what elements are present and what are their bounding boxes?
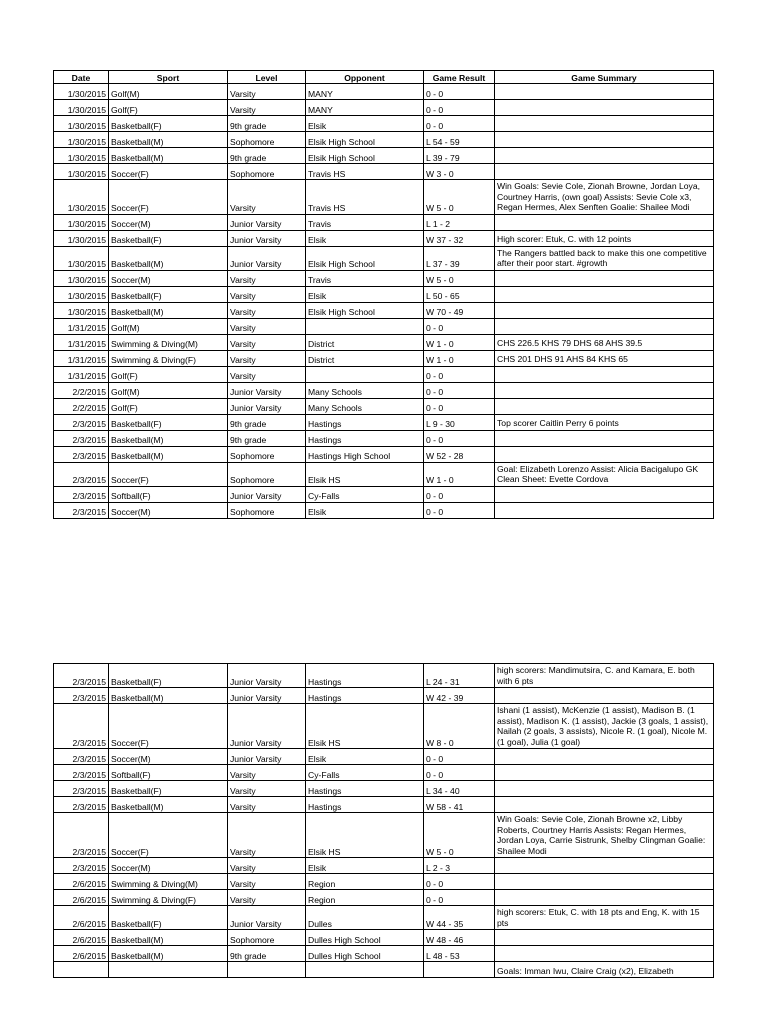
opponent-cell: Dulles High School — [306, 946, 424, 962]
game-result-cell: 0 - 0 — [424, 100, 495, 116]
level-cell: Sophomore — [228, 446, 306, 462]
game-result-cell: 0 - 0 — [424, 366, 495, 382]
game-result-cell: 0 - 0 — [424, 116, 495, 132]
level-cell: Varsity — [228, 858, 306, 874]
level-cell: Junior Varsity — [228, 486, 306, 502]
table-row — [54, 214, 714, 230]
game-summary-cell: CHS 201 DHS 91 AHS 84 KHS 65 — [495, 350, 714, 366]
level-cell: Junior Varsity — [228, 246, 306, 270]
level-cell: Varsity — [228, 765, 306, 781]
game-summary-cell — [495, 398, 714, 414]
game-result-cell: W 1 - 0 — [424, 462, 495, 486]
date-cell: 2/3/2015 — [54, 688, 109, 704]
game-summary-cell: Win Goals: Sevie Cole, Zionah Browne x2, Libby Roberts, Courtney Harris Assists: Regan Hermes, Jordan Loya, Carrie Sistrunk, Shelby Clingman Goalie: Shailee Modi — [495, 813, 714, 858]
header-level: Level — [228, 71, 306, 84]
game-summary-cell — [495, 749, 714, 765]
sport-cell: Soccer(F) — [109, 704, 228, 749]
game-result-cell: 0 - 0 — [424, 84, 495, 100]
table-row — [54, 382, 714, 398]
game-summary-cell: Goal: Elizabeth Lorenzo Assist: Alicia Bacigalupo GK Clean Sheet: Evette Cordova — [495, 462, 714, 486]
date-cell: 2/3/2015 — [54, 813, 109, 858]
table-row — [54, 398, 714, 414]
game-result-cell: W 5 - 0 — [424, 813, 495, 858]
game-result-cell: L 37 - 39 — [424, 246, 495, 270]
sport-cell: Swimming & Diving(F) — [109, 350, 228, 366]
opponent-cell: Elsik — [306, 286, 424, 302]
level-cell: Varsity — [228, 318, 306, 334]
sport-cell: Swimming & Diving(M) — [109, 334, 228, 350]
level-cell: Junior Varsity — [228, 749, 306, 765]
sport-cell: Soccer(F) — [109, 813, 228, 858]
level-cell: Sophomore — [228, 462, 306, 486]
table-row — [54, 962, 714, 978]
table-row — [54, 704, 714, 749]
table-row — [54, 664, 714, 688]
opponent-cell: Hastings High School — [306, 446, 424, 462]
game-result-cell: W 52 - 28 — [424, 446, 495, 462]
opponent-cell: Travis — [306, 214, 424, 230]
table-row — [54, 350, 714, 366]
sport-cell: Golf(F) — [109, 366, 228, 382]
game-summary-cell: high scorers: Etuk, C. with 18 pts and Eng, K. with 15 pts — [495, 906, 714, 930]
level-cell: 9th grade — [228, 414, 306, 430]
date-cell: 2/3/2015 — [54, 704, 109, 749]
date-cell: 1/30/2015 — [54, 214, 109, 230]
table-row — [54, 116, 714, 132]
game-summary-cell: Top scorer Caitlin Perry 6 points — [495, 414, 714, 430]
opponent-cell: MANY — [306, 100, 424, 116]
level-cell: Varsity — [228, 286, 306, 302]
date-cell: 1/30/2015 — [54, 100, 109, 116]
table-row — [54, 502, 714, 518]
game-result-cell: W 70 - 49 — [424, 302, 495, 318]
level-cell: Varsity — [228, 350, 306, 366]
date-cell: 1/30/2015 — [54, 164, 109, 180]
sport-cell: Basketball(M) — [109, 688, 228, 704]
game-summary-cell — [495, 858, 714, 874]
date-cell: 1/30/2015 — [54, 270, 109, 286]
table-row — [54, 246, 714, 270]
date-cell: 1/30/2015 — [54, 230, 109, 246]
game-summary-cell — [495, 214, 714, 230]
level-cell: Junior Varsity — [228, 664, 306, 688]
game-summary-cell — [495, 890, 714, 906]
game-summary-cell: high scorers: Mandimutsira, C. and Kamara, E. both with 6 pts — [495, 664, 714, 688]
game-result-cell: L 39 - 79 — [424, 148, 495, 164]
sport-cell: Basketball(M) — [109, 446, 228, 462]
game-result-cell: W 5 - 0 — [424, 180, 495, 215]
date-cell: 2/6/2015 — [54, 874, 109, 890]
sport-cell: Swimming & Diving(F) — [109, 890, 228, 906]
game-result-cell: L 9 - 30 — [424, 414, 495, 430]
game-result-cell: 0 - 0 — [424, 430, 495, 446]
sport-cell: Soccer(M) — [109, 749, 228, 765]
table-row — [54, 930, 714, 946]
game-summary-cell: The Rangers battled back to make this one competitive after their poor start. #growth — [495, 246, 714, 270]
game-summary-cell — [495, 366, 714, 382]
game-summary-cell: Win Goals: Sevie Cole, Zionah Browne, Jordan Loya, Courtney Harris, (own goal) Assists: Sevie Cole x3, Regan Hermes, Alex Senften Goalie: Shailee Modi — [495, 180, 714, 215]
opponent-cell: Elsik High School — [306, 132, 424, 148]
game-result-cell: L 34 - 40 — [424, 781, 495, 797]
table-row — [54, 100, 714, 116]
sport-cell: Basketball(M) — [109, 148, 228, 164]
game-result-cell: 0 - 0 — [424, 502, 495, 518]
opponent-cell: Hastings — [306, 797, 424, 813]
level-cell: Varsity — [228, 302, 306, 318]
game-summary-cell — [495, 797, 714, 813]
level-cell: Junior Varsity — [228, 382, 306, 398]
game-result-cell: W 1 - 0 — [424, 350, 495, 366]
schedule-table-bottom — [53, 663, 714, 978]
opponent-cell: Hastings — [306, 664, 424, 688]
sport-cell: Golf(M) — [109, 318, 228, 334]
sport-cell: Basketball(F) — [109, 414, 228, 430]
level-cell: Varsity — [228, 797, 306, 813]
game-summary-cell: Ishani (1 assist), McKenzie (1 assist), Madison B. (1 assist), Madison K. (1 assist), Jackie (3 goals, 1 assist), Nailah (2 goals, 3 assists), Nicole R. (1 goal), Nicole M. (1 goal), Julia (1 goal) — [495, 704, 714, 749]
opponent-cell: Region — [306, 874, 424, 890]
sport-cell: Golf(M) — [109, 382, 228, 398]
game-summary-cell — [495, 486, 714, 502]
opponent-cell: Travis HS — [306, 180, 424, 215]
sport-cell: Softball(F) — [109, 765, 228, 781]
date-cell: 2/3/2015 — [54, 781, 109, 797]
level-cell: Varsity — [228, 180, 306, 215]
level-cell: 9th grade — [228, 946, 306, 962]
level-cell: Sophomore — [228, 132, 306, 148]
game-summary-cell — [495, 688, 714, 704]
sport-cell: Basketball(M) — [109, 430, 228, 446]
opponent-cell — [306, 366, 424, 382]
table-row — [54, 286, 714, 302]
sport-cell: Basketball(F) — [109, 230, 228, 246]
game-summary-cell — [495, 286, 714, 302]
game-result-cell: 0 - 0 — [424, 382, 495, 398]
table-row — [54, 890, 714, 906]
level-cell: Varsity — [228, 270, 306, 286]
opponent-cell: Elsik HS — [306, 462, 424, 486]
date-cell: 1/30/2015 — [54, 132, 109, 148]
sport-cell: Basketball(F) — [109, 286, 228, 302]
date-cell: 1/30/2015 — [54, 246, 109, 270]
game-result-cell: L 50 - 65 — [424, 286, 495, 302]
sport-cell: Golf(F) — [109, 398, 228, 414]
table-row — [54, 946, 714, 962]
opponent-cell: Cy-Falls — [306, 765, 424, 781]
opponent-cell: Elsik HS — [306, 704, 424, 749]
opponent-cell: Cy-Falls — [306, 486, 424, 502]
game-summary-cell — [495, 116, 714, 132]
level-cell: Junior Varsity — [228, 214, 306, 230]
table-row — [54, 430, 714, 446]
opponent-cell — [306, 962, 424, 978]
table-row — [54, 797, 714, 813]
level-cell: 9th grade — [228, 430, 306, 446]
opponent-cell: Dulles High School — [306, 930, 424, 946]
date-cell: 2/3/2015 — [54, 664, 109, 688]
opponent-cell: Elsik — [306, 230, 424, 246]
date-cell: 1/30/2015 — [54, 84, 109, 100]
date-cell: 2/3/2015 — [54, 446, 109, 462]
date-cell: 1/31/2015 — [54, 366, 109, 382]
game-result-cell: W 8 - 0 — [424, 704, 495, 749]
table-row — [54, 148, 714, 164]
table-row — [54, 414, 714, 430]
game-result-cell: L 48 - 53 — [424, 946, 495, 962]
opponent-cell: Elsik High School — [306, 148, 424, 164]
date-cell: 2/3/2015 — [54, 462, 109, 486]
level-cell: Varsity — [228, 874, 306, 890]
date-cell: 2/3/2015 — [54, 414, 109, 430]
level-cell: Varsity — [228, 334, 306, 350]
date-cell: 1/31/2015 — [54, 350, 109, 366]
opponent-cell: Elsik — [306, 502, 424, 518]
level-cell: 9th grade — [228, 116, 306, 132]
sport-cell: Soccer(M) — [109, 858, 228, 874]
sport-cell: Basketball(M) — [109, 946, 228, 962]
game-result-cell: 0 - 0 — [424, 749, 495, 765]
game-result-cell: 0 - 0 — [424, 890, 495, 906]
opponent-cell: MANY — [306, 84, 424, 100]
table-row — [54, 132, 714, 148]
level-cell — [228, 962, 306, 978]
header-game-result: Game Result — [424, 71, 495, 84]
date-cell — [54, 962, 109, 978]
table-row — [54, 366, 714, 382]
sport-cell: Soccer(M) — [109, 502, 228, 518]
level-cell: Sophomore — [228, 502, 306, 518]
table-row — [54, 486, 714, 502]
opponent-cell: Travis HS — [306, 164, 424, 180]
game-summary-cell: CHS 226.5 KHS 79 DHS 68 AHS 39.5 — [495, 334, 714, 350]
table-row — [54, 302, 714, 318]
game-result-cell: W 5 - 0 — [424, 270, 495, 286]
game-result-cell: W 42 - 39 — [424, 688, 495, 704]
opponent-cell: District — [306, 350, 424, 366]
game-summary-cell — [495, 430, 714, 446]
date-cell: 1/30/2015 — [54, 286, 109, 302]
level-cell: Sophomore — [228, 164, 306, 180]
level-cell: Junior Varsity — [228, 704, 306, 749]
game-result-cell: W 1 - 0 — [424, 334, 495, 350]
table-row — [54, 688, 714, 704]
table-row — [54, 858, 714, 874]
date-cell: 2/2/2015 — [54, 382, 109, 398]
game-summary-cell — [495, 781, 714, 797]
level-cell: Junior Varsity — [228, 688, 306, 704]
table-row — [54, 164, 714, 180]
game-summary-cell — [495, 84, 714, 100]
date-cell: 1/30/2015 — [54, 302, 109, 318]
date-cell: 2/3/2015 — [54, 486, 109, 502]
sport-cell: Soccer(F) — [109, 462, 228, 486]
level-cell: Varsity — [228, 366, 306, 382]
game-result-cell: 0 - 0 — [424, 486, 495, 502]
table-row — [54, 749, 714, 765]
level-cell: Varsity — [228, 84, 306, 100]
sport-cell: Basketball(M) — [109, 246, 228, 270]
sport-cell: Softball(F) — [109, 486, 228, 502]
sport-cell: Swimming & Diving(M) — [109, 874, 228, 890]
game-summary-cell — [495, 270, 714, 286]
date-cell: 1/30/2015 — [54, 148, 109, 164]
sport-cell — [109, 962, 228, 978]
opponent-cell: Hastings — [306, 430, 424, 446]
game-result-cell: L 1 - 2 — [424, 214, 495, 230]
date-cell: 1/31/2015 — [54, 334, 109, 350]
sport-cell: Basketball(F) — [109, 116, 228, 132]
table-row — [54, 180, 714, 215]
opponent-cell: Elsik — [306, 749, 424, 765]
header-row — [54, 71, 714, 84]
table-row — [54, 765, 714, 781]
opponent-cell: Many Schools — [306, 382, 424, 398]
schedule-table-top — [53, 70, 714, 519]
opponent-cell: Elsik — [306, 858, 424, 874]
opponent-cell: District — [306, 334, 424, 350]
table-row — [54, 334, 714, 350]
sport-cell: Golf(F) — [109, 100, 228, 116]
table-row — [54, 813, 714, 858]
game-result-cell: 0 - 0 — [424, 318, 495, 334]
game-summary-cell — [495, 874, 714, 890]
game-result-cell: 0 - 0 — [424, 398, 495, 414]
opponent-cell: Travis — [306, 270, 424, 286]
level-cell: Varsity — [228, 890, 306, 906]
game-result-cell: 0 - 0 — [424, 765, 495, 781]
level-cell: Varsity — [228, 100, 306, 116]
game-result-cell: W 3 - 0 — [424, 164, 495, 180]
game-summary-cell — [495, 946, 714, 962]
level-cell: Varsity — [228, 781, 306, 797]
level-cell: Varsity — [228, 813, 306, 858]
sport-cell: Soccer(F) — [109, 180, 228, 215]
game-summary-cell — [495, 382, 714, 398]
table-row — [54, 270, 714, 286]
game-summary-cell — [495, 502, 714, 518]
table-row — [54, 874, 714, 890]
date-cell: 2/3/2015 — [54, 858, 109, 874]
game-summary-cell — [495, 100, 714, 116]
date-cell: 1/30/2015 — [54, 116, 109, 132]
game-summary-cell — [495, 164, 714, 180]
opponent-cell: Many Schools — [306, 398, 424, 414]
game-summary-cell — [495, 765, 714, 781]
opponent-cell: Elsik High School — [306, 302, 424, 318]
level-cell: Junior Varsity — [228, 398, 306, 414]
opponent-cell: Elsik — [306, 116, 424, 132]
game-result-cell: L 54 - 59 — [424, 132, 495, 148]
opponent-cell — [306, 318, 424, 334]
game-result-cell — [424, 962, 495, 978]
sport-cell: Basketball(F) — [109, 781, 228, 797]
table-row — [54, 318, 714, 334]
game-summary-cell — [495, 148, 714, 164]
table-row — [54, 84, 714, 100]
level-cell: Sophomore — [228, 930, 306, 946]
table-row — [54, 230, 714, 246]
game-result-cell: W 37 - 32 — [424, 230, 495, 246]
table-row — [54, 781, 714, 797]
opponent-cell: Elsik High School — [306, 246, 424, 270]
sport-cell: Basketball(F) — [109, 664, 228, 688]
game-summary-cell — [495, 302, 714, 318]
date-cell: 2/3/2015 — [54, 430, 109, 446]
opponent-cell: Elsik HS — [306, 813, 424, 858]
sport-cell: Basketball(M) — [109, 302, 228, 318]
sport-cell: Basketball(F) — [109, 906, 228, 930]
opponent-cell: Region — [306, 890, 424, 906]
header-date: Date — [54, 71, 109, 84]
level-cell: Junior Varsity — [228, 906, 306, 930]
opponent-cell: Dulles — [306, 906, 424, 930]
game-summary-cell: Goals: Imman Iwu, Claire Craig (x2), Elizabeth — [495, 962, 714, 978]
date-cell: 1/31/2015 — [54, 318, 109, 334]
date-cell: 2/3/2015 — [54, 749, 109, 765]
opponent-cell: Hastings — [306, 781, 424, 797]
date-cell: 2/6/2015 — [54, 906, 109, 930]
date-cell: 2/6/2015 — [54, 890, 109, 906]
date-cell: 1/30/2015 — [54, 180, 109, 215]
table-row — [54, 462, 714, 486]
header-sport: Sport — [109, 71, 228, 84]
game-result-cell: L 24 - 31 — [424, 664, 495, 688]
date-cell: 2/6/2015 — [54, 946, 109, 962]
game-result-cell: 0 - 0 — [424, 874, 495, 890]
game-summary-cell — [495, 132, 714, 148]
date-cell: 2/3/2015 — [54, 502, 109, 518]
game-result-cell: W 48 - 46 — [424, 930, 495, 946]
header-game-summary: Game Summary — [495, 71, 714, 84]
game-summary-cell: High scorer: Etuk, C. with 12 points — [495, 230, 714, 246]
game-result-cell: W 58 - 41 — [424, 797, 495, 813]
sport-cell: Soccer(F) — [109, 164, 228, 180]
game-summary-cell — [495, 318, 714, 334]
sport-cell: Basketball(M) — [109, 132, 228, 148]
table-row — [54, 446, 714, 462]
date-cell: 2/3/2015 — [54, 797, 109, 813]
sport-cell: Soccer(M) — [109, 270, 228, 286]
date-cell: 2/6/2015 — [54, 930, 109, 946]
sport-cell: Golf(M) — [109, 84, 228, 100]
sport-cell: Basketball(M) — [109, 930, 228, 946]
sport-cell: Soccer(M) — [109, 214, 228, 230]
date-cell: 2/2/2015 — [54, 398, 109, 414]
table-row — [54, 906, 714, 930]
opponent-cell: Hastings — [306, 414, 424, 430]
level-cell: Junior Varsity — [228, 230, 306, 246]
header-opponent: Opponent — [306, 71, 424, 84]
game-result-cell: W 44 - 35 — [424, 906, 495, 930]
sport-cell: Basketball(M) — [109, 797, 228, 813]
date-cell: 2/3/2015 — [54, 765, 109, 781]
game-summary-cell — [495, 930, 714, 946]
opponent-cell: Hastings — [306, 688, 424, 704]
game-result-cell: L 2 - 3 — [424, 858, 495, 874]
level-cell: 9th grade — [228, 148, 306, 164]
game-summary-cell — [495, 446, 714, 462]
